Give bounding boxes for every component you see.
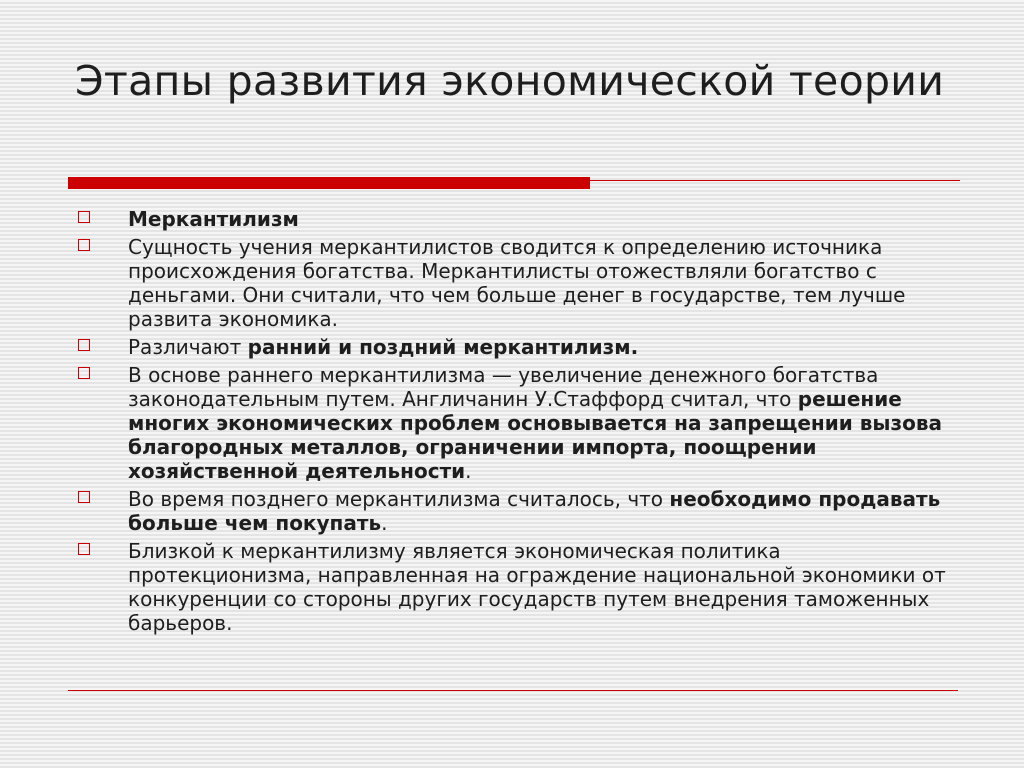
- bullet-item: [78, 487, 958, 535]
- hollow-square-icon: [78, 367, 90, 379]
- bullet-text-bold: необходимо продавать больше чем покупать: [128, 487, 941, 535]
- slide-title: Этапы развития экономической теории: [75, 57, 945, 105]
- bullet-text: В основе раннего меркантилизма — увеличение денежного богатства законодательным путем. Англичанин У.Стаффорд считал, что: [128, 363, 879, 411]
- bullet-text: Близкой к меркантилизму является экономическая политика протекционизма, направленная на ограждение национальной экономики от конкуренции со стороны других государств путем внедрения таможенных барьеров.: [128, 539, 946, 635]
- hollow-square-icon: [78, 543, 90, 555]
- title-underline-thin: [590, 180, 960, 181]
- title-underline-thick: [68, 177, 590, 189]
- bullet-text: .: [381, 511, 388, 535]
- bullet-text: Различают: [128, 335, 248, 359]
- bullet-item: [78, 335, 958, 359]
- bullet-item: [78, 207, 958, 231]
- bullet-text: .: [465, 459, 472, 483]
- bullet-item: [78, 235, 958, 331]
- bullet-text: Сущность учения меркантилистов сводится к определению источника происхождения богатства. Меркантилисты отожествляли богатство с деньгами. Они считали, что чем больше денег в государстве, тем лучше развита экономика.: [128, 235, 906, 331]
- bullet-text-bold: решение многих экономических проблем основывается на запрещении вызова благородных металлов, ограничении импорта, поощрении хозяйственной деятельности: [128, 387, 942, 483]
- bullet-item: [78, 363, 958, 483]
- hollow-square-icon: [78, 211, 90, 223]
- hollow-square-icon: [78, 239, 90, 251]
- bullet-list: [78, 207, 958, 639]
- bullet-item: [78, 539, 958, 635]
- hollow-square-icon: [78, 339, 90, 351]
- bullet-text: Во время позднего меркантилизма считалось, что: [128, 487, 670, 511]
- footer-rule: [68, 690, 958, 691]
- bullet-text-bold: Меркантилизм: [128, 207, 299, 231]
- bullet-text-bold: ранний и поздний меркантилизм.: [247, 335, 639, 359]
- hollow-square-icon: [78, 491, 90, 503]
